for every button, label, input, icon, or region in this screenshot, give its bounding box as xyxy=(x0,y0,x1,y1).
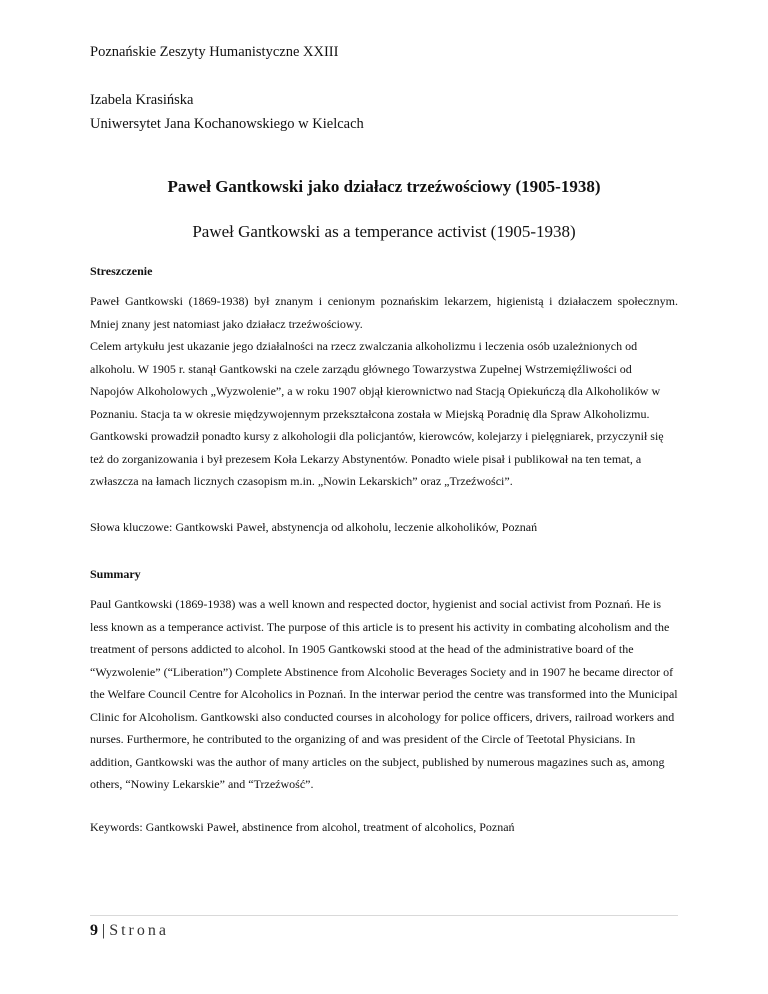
footer-separator: | xyxy=(102,922,106,939)
journal-title: Poznańskie Zeszyty Humanistyczne XXIII xyxy=(90,44,339,60)
author-affiliation: Uniwersytet Jana Kochanowskiego w Kielcach xyxy=(90,116,364,132)
keywords-pl: Słowa kluczowe: Gantkowski Paweł, abstynencja od alkoholu, leczenie alkoholików, Poznań xyxy=(90,520,538,534)
article-title-english: Paweł Gantkowski as a temperance activist (1905-1938) xyxy=(192,222,576,241)
abstract-pl xyxy=(90,290,678,493)
keywords-en: Keywords: Gantkowski Paweł, abstinence from alcohol, treatment of alcoholics, Poznań xyxy=(90,820,515,834)
abstract-en-heading: Summary xyxy=(90,567,141,581)
author-name: Izabela Krasińska xyxy=(90,92,194,108)
abstract-en-paragraph: Paul Gantkowski (1869-1938) was a well known and respected doctor, hygienist and social activist from Poznań. He is less known as a temperance activist. The purpose of this article is to present his activity in combating alcoholism and the treatment of persons addicted to alcohol. In 1905 Gantkowski stood at the head of the administrative board of the “Wyzwolenie” (“Liberation”) Complete Abstinence from Alcoholic Beverages Society and in 1907 he became director of the Welfare Council Centre for Alcoholics in Poznań. In the interwar period the centre was transformed into the Municipal Clinic for Alcoholism. Gantkowski also conducted courses in alcohology for police officers, drivers, railroad workers and nurses. Furthermore, he contributed to the organizing of and was president of the Circle of Teetotal Physicians. In addition, Gantkowski was the author of many articles on the subject, published by numerous magazines such as, among others, “Nowiny Lekarskie” and “Trzeźwość”. xyxy=(90,597,678,791)
page-number: 9 xyxy=(90,922,98,939)
page-footer xyxy=(90,922,169,940)
page-label: Strona xyxy=(109,922,169,939)
abstract-pl-paragraph-1: Paweł Gantkowski (1869-1938) był znanym i cenionym poznańskim lekarzem, higienistą i działaczem społecznym. Mniej znany jest natomiast jako działacz trzeźwościowy. xyxy=(90,294,678,331)
abstract-pl-paragraph-2: Celem artykułu jest ukazanie jego działalności na rzecz zwalczania alkoholizmu i leczenia osób uzależnionych od alkoholu. W 1905 r. stanął Gantkowski na czele zarządu głównego Towarzystwa Zupełnej Wstrzemięźliwości od Napojów Alkoholowych „Wyzwolenie”, a w roku 1907 objął kierownictwo nad Stacją Opiekuńczą dla Alkoholików w Poznaniu. Stacja ta w okresie międzywojennym przekształcona została w Miejską Poradnię dla Spraw Alkoholizmu. Gantkowski prowadził ponadto kursy z alkohologii dla policjantów, kierowców, kolejarzy i pielęgniarek, przyczynił się też do zorganizowania i był prezesem Koła Lekarzy Abstynentów. Ponadto wiele pisał i publikował na ten temat, a zwłaszcza na łamach licznych czasopism m.in. „Nowin Lekarskich” oraz „Trzeźwości”. xyxy=(90,339,664,488)
abstract-pl-heading: Streszczenie xyxy=(90,264,153,278)
article-title-polish: Paweł Gantkowski jako działacz trzeźwościowy (1905-1938) xyxy=(167,177,601,196)
footer-divider xyxy=(90,915,678,916)
abstract-en xyxy=(90,593,678,796)
